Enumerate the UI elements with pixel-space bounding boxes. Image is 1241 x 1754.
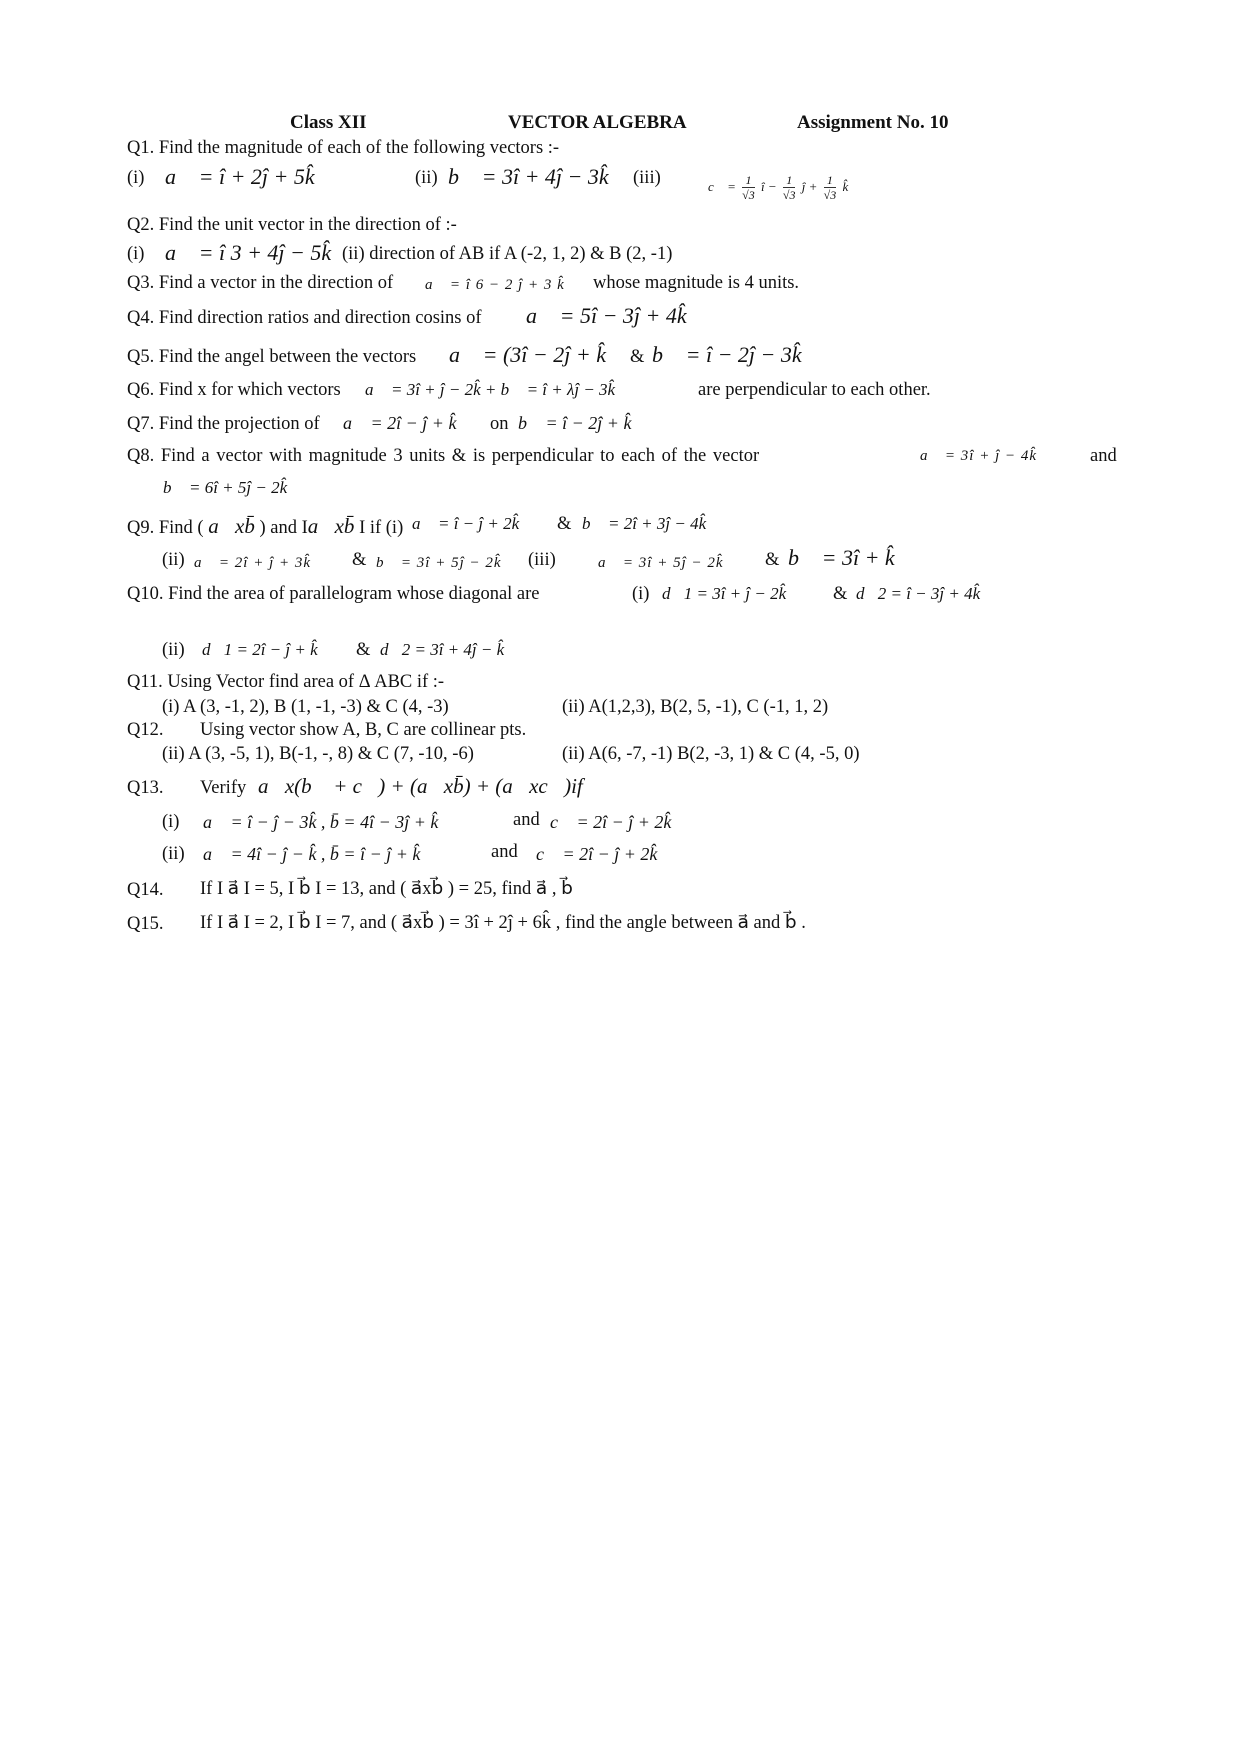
q14-label: Q14.: [127, 880, 164, 900]
q8-expr-a: a⃗ = 3î + ĵ − 4k̂: [920, 448, 1038, 464]
q8-and: and: [1090, 446, 1117, 466]
q8-text: Q8. Find a vector with magnitude 3 units & is perpendicular to each of the vector: [127, 446, 760, 466]
q13-pre: Verify: [200, 778, 247, 798]
q7-text: Q7. Find the projection of: [127, 414, 320, 434]
q10-text: Q10. Find the area of parallelogram whose diagonal are: [127, 584, 540, 604]
q9-iii-amp: &: [765, 550, 780, 570]
q11-i: (i) A (3, -1, 2), B (1, -1, -3) & C (4, -3): [162, 697, 449, 717]
assignment-number: Assignment No. 10: [797, 112, 949, 133]
class-label: Class XII: [290, 112, 367, 133]
q12-ii: (ii) A(6, -7, -1) B(2, -3, 1) & C (4, -5, 0): [562, 744, 860, 764]
q13-label: Q13.: [127, 778, 164, 798]
q9-i-expr-a: a⃗ = î − ĵ + 2k̂: [412, 514, 520, 533]
fraction: $\frac{1}{√3}$: [742, 173, 755, 202]
q8-expr-b: b⃗ = 6î + 5ĵ − 2k̂: [163, 478, 288, 497]
q2-text: Q2. Find the unit vector in the direction of :-: [127, 215, 457, 235]
q6-text: Q6. Find x for which vectors: [127, 380, 341, 400]
fraction: $\frac{1}{√3}$: [782, 173, 796, 202]
q9-iii-expr-b: b⃗ = 3î + k̂: [788, 545, 895, 570]
q10-i-expr-1: d⃗1 = 3î + ĵ − 2k̂: [662, 584, 787, 603]
q11-ii: (ii) A(1,2,3), B(2, 5, -1), C (-1, 1, 2): [562, 697, 829, 717]
q12-label: Q12.: [127, 720, 164, 740]
q9-ii-expr-b: b⃗ = 3î + 5ĵ − 2k̂: [376, 555, 502, 571]
q2-i-label: (i): [127, 244, 145, 264]
q11-text: Q11. Using Vector find area of Δ ABC if :-: [127, 672, 445, 692]
q1-iii-label: (iii): [633, 168, 661, 188]
q1-i-label: (i): [127, 168, 145, 188]
q3-expr: a⃗ = î 6 − 2 ĵ + 3 k̂: [425, 277, 565, 293]
q9-iii-expr-a: a⃗ = 3î + 5ĵ − 2k̂: [598, 555, 724, 571]
q7-expr-a: a⃗ = 2î − ĵ + k̂: [343, 413, 457, 433]
q1-iii-expr: c⃗ = $\frac{1}{√3}$ î − $\frac{1}{√3}$ ĵ + $\frac{1}{√3}$ k̂: [708, 173, 849, 202]
q9-ii-amp: &: [352, 550, 367, 570]
q12-text: Using vector show A, B, C are collinear pts.: [200, 720, 527, 740]
q10-ii-expr-1: d⃗1 = 2î − ĵ + k̂: [202, 640, 318, 659]
q10-ii-expr-2: d⃗2 = 3î + 4ĵ − k̂: [380, 640, 505, 659]
q5-expr-b: b⃗ = î − 2ĵ − 3k̂: [652, 342, 802, 367]
q5-amp: &: [630, 347, 645, 367]
fraction: $\frac{1}{√3}$: [823, 173, 837, 202]
q2-i-expr: a⃗ = î 3 + 4ĵ − 5k̂: [165, 240, 332, 265]
q4-expr: a⃗ = 5î − 3ĵ + 4k̂: [526, 303, 687, 328]
q13-ii-expr-c: c⃗ = 2î − ĵ + 2k̂: [536, 844, 658, 864]
q6-expr: a⃗ = 3î + ĵ − 2k̂ + b⃗ = î + λĵ − 3k̂: [365, 380, 616, 399]
q10-ii-amp: &: [356, 640, 371, 660]
q9-i-expr-b: b⃗ = 2î + 3ĵ − 4k̂: [582, 514, 707, 533]
q9-ii-label: (ii): [162, 550, 185, 570]
q5-text: Q5. Find the angel between the vectors: [127, 347, 417, 367]
q7-expr-b: b⃗ = î − 2ĵ + k̂: [518, 413, 632, 433]
q15-label: Q15.: [127, 914, 164, 934]
q13-expr: a⃗x(b⃗ + c⃗) + (a⃗xb̄) + (a⃗xc⃗)if: [258, 774, 583, 798]
q14-text: If I a⃗ I = 5, I b⃗ I = 13, and ( a⃗xb⃗ ) = 25, find a⃗ , b⃗: [200, 879, 573, 899]
q13-i-expr: a⃗ = î − ĵ − 3k̂ , b̄ = 4î − 3ĵ + k̂: [203, 812, 439, 832]
q9-i-amp: &: [557, 514, 572, 534]
q1-text: Q1. Find the magnitude of each of the following vectors :-: [127, 138, 560, 158]
q3-post: whose magnitude is 4 units.: [593, 273, 800, 293]
q13-ii-expr: a⃗ = 4î − ĵ − k̂ , b̄ = î − ĵ + k̂: [203, 844, 421, 864]
q3-text: Q3. Find a vector in the direction of: [127, 273, 394, 293]
q1-i-expr: a⃗ = î + 2ĵ + 5k̂: [165, 164, 315, 189]
q12-i: (ii) A (3, -5, 1), B(-1, -, 8) & C (7, -10, -6): [162, 744, 474, 764]
q5-expr-a: a⃗ = (3î − 2ĵ + k̂: [449, 342, 606, 367]
q9-iii-label: (iii): [528, 550, 556, 570]
q7-on: on: [490, 414, 509, 434]
q9-text: Q9. Find ( a⃗xb̄ ) and Ia⃗xb̄ I if (i): [127, 514, 404, 538]
q13-i-expr-c: c⃗ = 2î − ĵ + 2k̂: [550, 812, 672, 832]
q10-i-label: (i): [632, 584, 650, 604]
q9-ii-expr-a: a⃗ = 2î + ĵ + 3k̂: [194, 555, 312, 571]
q10-i-expr-2: d⃗2 = î − 3ĵ + 4k̂: [856, 584, 981, 603]
q1-ii-label: (ii): [415, 168, 438, 188]
q13-i-label: (i): [162, 812, 180, 832]
q10-i-amp: &: [833, 584, 848, 604]
subject-title: VECTOR ALGEBRA: [508, 112, 687, 133]
q1-ii-expr: b⃗ = 3î + 4ĵ − 3k̂: [448, 164, 609, 189]
q15-text: If I a⃗ I = 2, I b⃗ I = 7, and ( a⃗xb⃗ ) = 3î + 2ĵ + 6k̂ , find the angle between a⃗ and b⃗ .: [200, 913, 806, 933]
q4-text: Q4. Find direction ratios and direction cosins of: [127, 308, 482, 328]
q13-i-and: and: [513, 810, 540, 830]
q1-iii-lhs: c⃗ =: [708, 178, 736, 194]
q13-ii-label: (ii): [162, 844, 185, 864]
q10-ii-label: (ii): [162, 640, 185, 660]
q2-ii-text: (ii) direction of AB if A (-2, 1, 2) & B (2, -1): [342, 244, 673, 264]
q13-ii-and: and: [491, 842, 518, 862]
q6-post: are perpendicular to each other.: [698, 380, 931, 400]
